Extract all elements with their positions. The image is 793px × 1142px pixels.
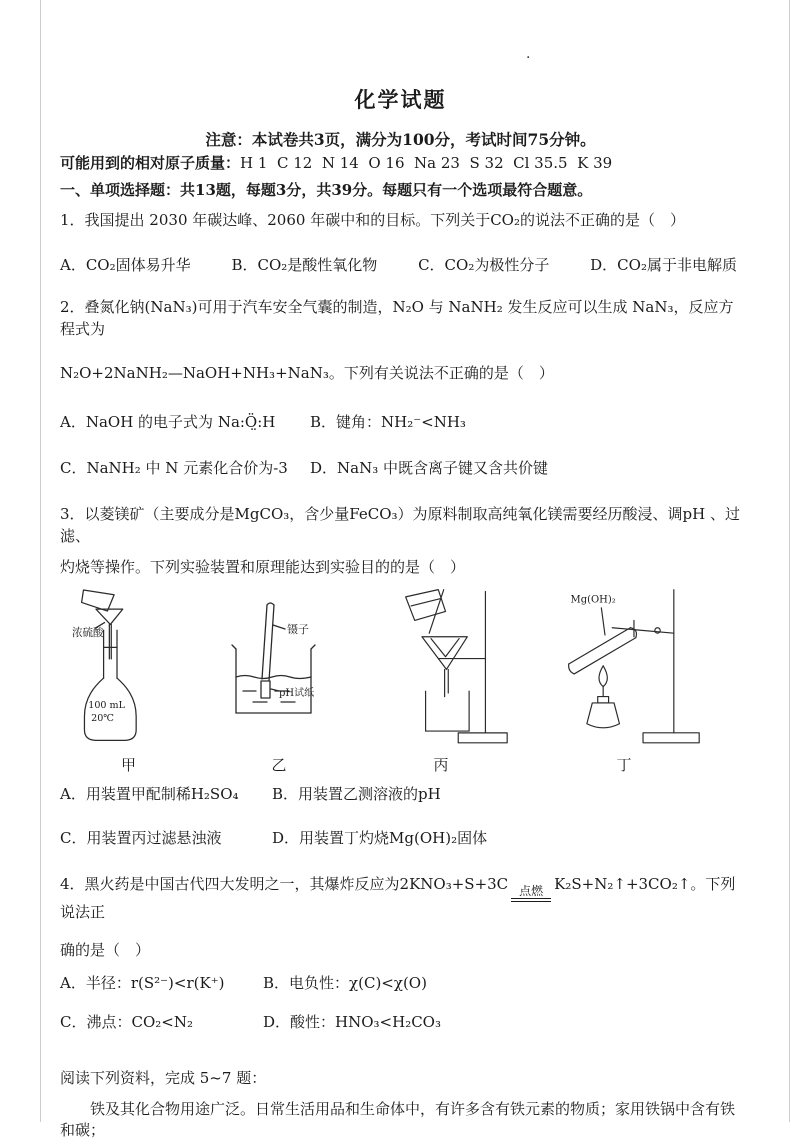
q3-option-d: D．用装置丁灼烧Mg(OH)₂固体	[272, 827, 487, 848]
question-4-stem-line2: 确的是（ ）	[60, 940, 741, 962]
q4-option-a: A．半径：r(S²⁻)<r(K⁺)	[60, 972, 263, 993]
question-3-stem-line2: 灼烧等操作。下列实验装置和原理能达到实验目的的是（ ）	[60, 557, 741, 579]
apparatus-jia-drawing	[72, 586, 185, 751]
q2-option-a: A．NaOH 的电子式为 Na:Ö̤:H	[60, 411, 310, 432]
exam-title: 化学试题	[60, 84, 741, 114]
reaction-double-line	[511, 898, 551, 902]
stray-dot: ·	[526, 50, 530, 66]
question-2-stem-line1: 2．叠氮化钠(NaN₃)可用于汽车安全气囊的制造，N₂O 与 NaNH₂ 发生反应可以生成 NaN₃，反应方程式为	[60, 297, 741, 341]
clamp	[612, 621, 674, 637]
q4-stem-post: K₂S+N₂↑+3CO₂↑。下列说法正	[60, 875, 735, 921]
pouring-cup	[82, 590, 115, 611]
reading-intro: 阅读下列资料，完成 5~7 题：	[60, 1068, 741, 1090]
receiving-beaker	[426, 691, 470, 731]
tweezers-label-leader	[273, 625, 285, 629]
page-left-border	[40, 0, 41, 1122]
q4-option-b: B．电负性：χ(C)<χ(O)	[263, 972, 427, 993]
label-flask-temperature: 20℃	[91, 713, 114, 724]
q1-option-c: C．CO₂为极性分子	[418, 254, 549, 275]
atomic-mass-line	[60, 152, 741, 173]
atomic-mass-values: H 1 C 12 N 14 O 16 Na 23 S 32 Cl 35.5 K 39	[240, 154, 612, 172]
q3-option-b: B．用装置乙测溶液的pH	[272, 783, 441, 804]
question-3-stem-line1: 3．以菱镁矿（主要成分是MgCO₃，含少量FeCO₃）为原料制取高纯氧化镁需要经历酸浸、调pH 、过滤、	[60, 504, 741, 548]
iron-stand	[458, 592, 507, 743]
question-4-stem-line1	[60, 874, 741, 924]
question-4-options-ab	[60, 972, 741, 993]
flame	[599, 666, 607, 687]
apparatus-ding	[547, 586, 701, 775]
label-magnesium-hydroxide: Mg(OH)₂	[571, 595, 616, 606]
q2-option-c: C．NaNH₂ 中 N 元素化合价为-3	[60, 457, 310, 478]
atomic-mass-label: 可能用到的相对原子质量：	[60, 154, 240, 172]
funnel	[422, 637, 467, 697]
q2-option-d: D．NaN₃ 中既含离子键又含共价键	[310, 457, 548, 478]
q3-option-a: A．用装置甲配制稀H₂SO₄	[60, 783, 272, 804]
pouring-beaker	[406, 590, 446, 634]
page-right-border	[789, 0, 790, 1122]
label-concentrated-sulfuric-acid: 浓硫酸	[72, 626, 104, 639]
reaction-condition-stack	[511, 885, 551, 902]
apparatus-yi-drawing	[223, 601, 335, 751]
apparatus-ding-drawing	[547, 586, 701, 751]
ph-paper-strip	[261, 681, 270, 698]
apparatus-yi	[223, 601, 335, 775]
apparatus-jia	[72, 586, 185, 775]
reading-body: 铁及其化合物用途广泛。日常生活用品和生命体中，有许多含有铁元素的物质；家用铁锅中含有铁和碳；	[60, 1099, 741, 1142]
label-ph-paper: pH试纸	[279, 687, 314, 699]
q4-stem-pre: 4．黑火药是中国古代四大发明之一，其爆炸反应为2KNO₃+S+3C	[60, 875, 508, 893]
q2-option-b: B．键角：NH₂⁻<NH₃	[310, 411, 466, 432]
apparatus-jia-caption: 甲	[121, 754, 136, 775]
q4-option-c: C．沸点：CO₂<N₂	[60, 1011, 263, 1032]
q4-option-d: D．酸性：HNO₃<H₂CO₃	[263, 1011, 441, 1032]
label-tweezers: 镊子	[287, 622, 309, 636]
question-2-stem-line2: N₂O+2NaNH₂—NaOH+NH₃+NaN₃。下列有关说法不正确的是（ ）	[60, 363, 741, 385]
iron-stand	[643, 590, 699, 743]
apparatus-diagrams	[60, 586, 741, 775]
section-one-heading: 一、单项选择题：共13题，每题3分，共39分。每题只有一个选项最符合题意。	[60, 179, 741, 200]
apparatus-bing-drawing	[373, 586, 509, 751]
apparatus-ding-caption: 丁	[616, 754, 631, 775]
reaction-condition-text: 点燃	[519, 885, 543, 897]
liquid-surface	[236, 676, 311, 679]
question-1-stem: 1．我国提出 2030 年碳达峰、2060 年碳中和的目标。下列关于CO₂的说法不正确的是（ ）	[60, 210, 741, 232]
apparatus-yi-caption: 乙	[271, 754, 286, 775]
q3-option-c: C．用装置丙过滤悬浊液	[60, 827, 272, 848]
exam-notice: 注意：本试卷共3页，满分为100分，考试时间75分钟。	[60, 128, 741, 150]
page-content	[60, 84, 741, 1142]
question-3-options-cd	[60, 827, 741, 848]
question-4-options-cd	[60, 1011, 741, 1032]
question-2-options-ab	[60, 411, 741, 432]
alcohol-lamp	[587, 666, 620, 728]
apparatus-bing-caption: 丙	[433, 754, 448, 775]
q1-option-a: A．CO₂固体易升华	[60, 254, 191, 275]
q1-option-b: B．CO₂是酸性氧化物	[231, 254, 377, 275]
question-1-options	[60, 254, 741, 275]
tweezers	[262, 603, 274, 681]
label-flask-volume: 100 mL	[88, 700, 125, 711]
q1-option-d: D．CO₂属于非电解质	[590, 254, 737, 275]
question-3-options-ab	[60, 783, 741, 804]
apparatus-bing	[373, 586, 509, 775]
solid-label-leader	[601, 608, 605, 635]
question-2-options-cd	[60, 457, 741, 478]
